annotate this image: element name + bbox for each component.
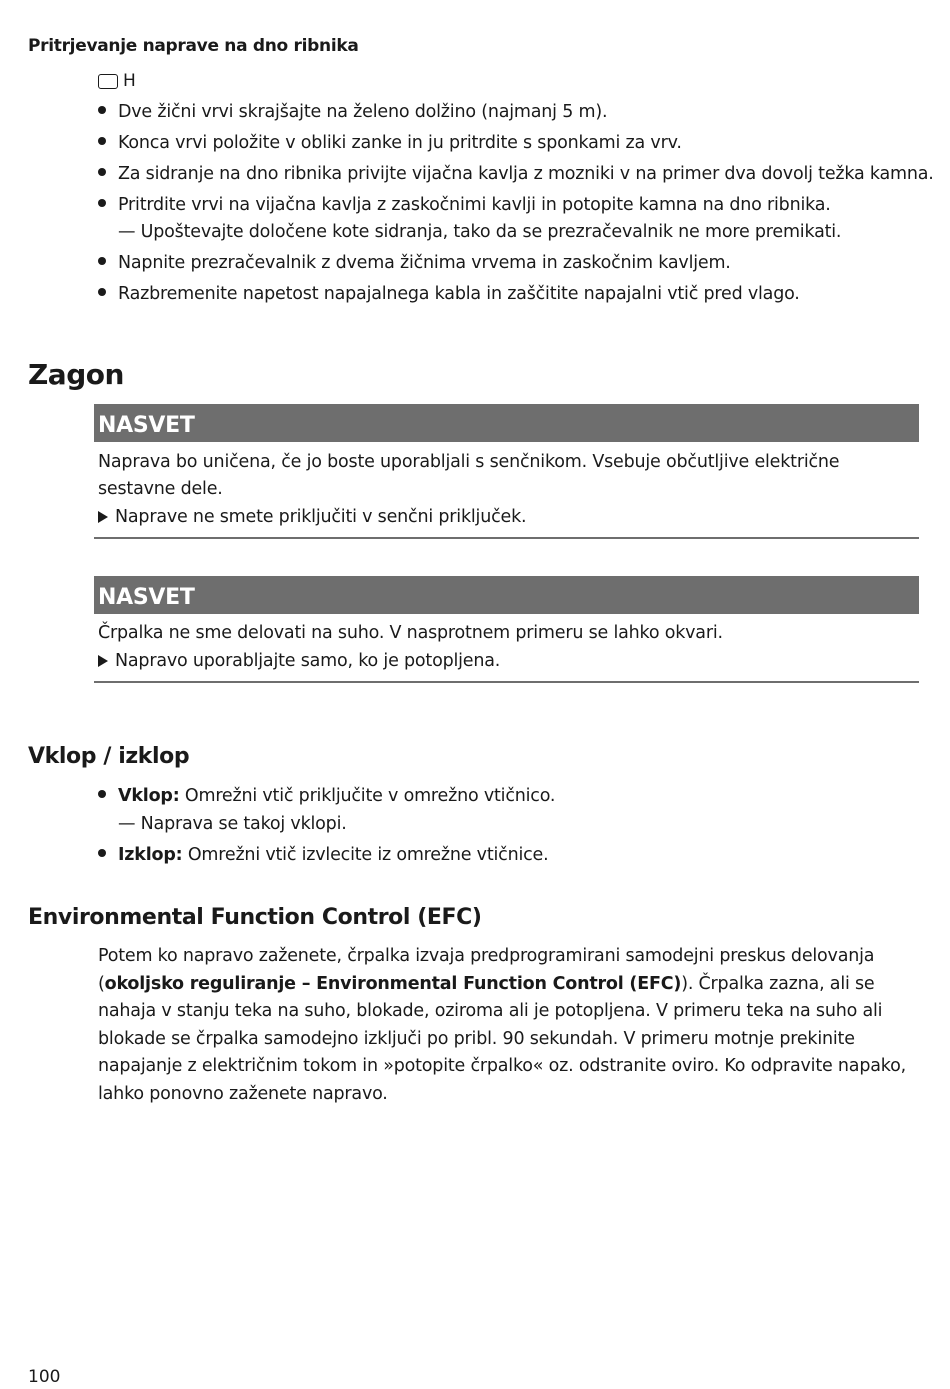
notice-box <box>94 404 919 539</box>
list-item: Konca vrvi položite v obliki zanke in ju pritrdite s sponkami za vrv. <box>98 133 682 153</box>
sub-note: — Naprava se takoj vklopi. <box>118 814 347 834</box>
list-item: Pritrdite vrvi na vijačna kavlja z zaskočnimi kavlji in potopite kamna na dno ribnika. <box>98 195 831 215</box>
figure-icon <box>98 74 118 89</box>
notice-action: Napravo uporabljajte samo, ko je potopljena. <box>94 647 919 681</box>
notice-text: Črpalka ne sme delovati na suho. V nasprotnem primeru se lahko okvari. <box>98 623 723 643</box>
list-item: Za sidranje na dno ribnika privijte vijačna kavlja z mozniki v na primer dva dovolj težka kamna. <box>98 164 934 184</box>
divider <box>94 537 919 539</box>
notice-label: NASVET <box>94 576 919 614</box>
bullet-icon <box>98 168 106 176</box>
divider <box>94 681 919 683</box>
list-item: Razbremenite napetost napajalnega kabla in zaščitite napajalni vtič pred vlago. <box>98 284 800 304</box>
list-item: Izklop: Omrežni vtič izvlecite iz omrežne vtičnice. <box>98 845 548 865</box>
sub-note: — Upoštevajte določene kote sidranja, tako da se prezračevalnik ne more premikati. <box>118 222 842 242</box>
figure-reference <box>98 71 136 91</box>
bullet-icon <box>98 790 106 798</box>
heading-efc: Environmental Function Control (EFC) <box>28 905 482 930</box>
section-title-mounting: Pritrjevanje naprave na dno ribnika <box>28 36 359 56</box>
page-number: 100 <box>28 1367 61 1387</box>
bullet-icon <box>98 257 106 265</box>
bullet-icon <box>98 288 106 296</box>
bullet-icon <box>98 106 106 114</box>
heading-onoff: Vklop / izklop <box>28 744 190 769</box>
notice-action: Naprave ne smete priključiti v senčni priključek. <box>94 503 919 537</box>
bullet-icon <box>98 137 106 145</box>
list-item: Vklop: Omrežni vtič priključite v omrežno vtičnico. <box>98 786 555 806</box>
notice-label: NASVET <box>94 404 919 442</box>
notice-box <box>94 576 919 683</box>
bullet-icon <box>98 849 106 857</box>
arrow-right-icon <box>98 655 108 667</box>
bullet-icon <box>98 199 106 207</box>
arrow-right-icon <box>98 511 108 523</box>
efc-paragraph: Potem ko napravo zaženete, črpalka izvaja predprogramirani samodejni preskus delovanja (okoljsko reguliranje – Environmental Function Control (EFC)). Črpalka zazna, ali se nahaja v stanju teka na suho, blokade, oziroma ali je potopljena. V primeru teka na suho ali blokade se črpalka samodejno izključi po pribl. 90 sekundah. V primeru motnje prekinite napajanje z električnim tokom in »potopite črpalko« oz. odstranite oviro. Ko odpravite napako, lahko ponovno zaženete napravo. <box>98 946 906 1104</box>
list-item: Dve žični vrvi skrajšajte na želeno dolžino (najmanj 5 m). <box>98 102 607 122</box>
notice-text: Naprava bo uničena, če jo boste uporabljali s senčnikom. Vsebuje občutljive električne sestavne dele. <box>98 452 840 499</box>
heading-startup: Zagon <box>28 358 124 391</box>
list-item: Napnite prezračevalnik z dvema žičnima vrvema in zaskočnim kavljem. <box>98 253 731 273</box>
figure-letter: H <box>123 71 136 91</box>
